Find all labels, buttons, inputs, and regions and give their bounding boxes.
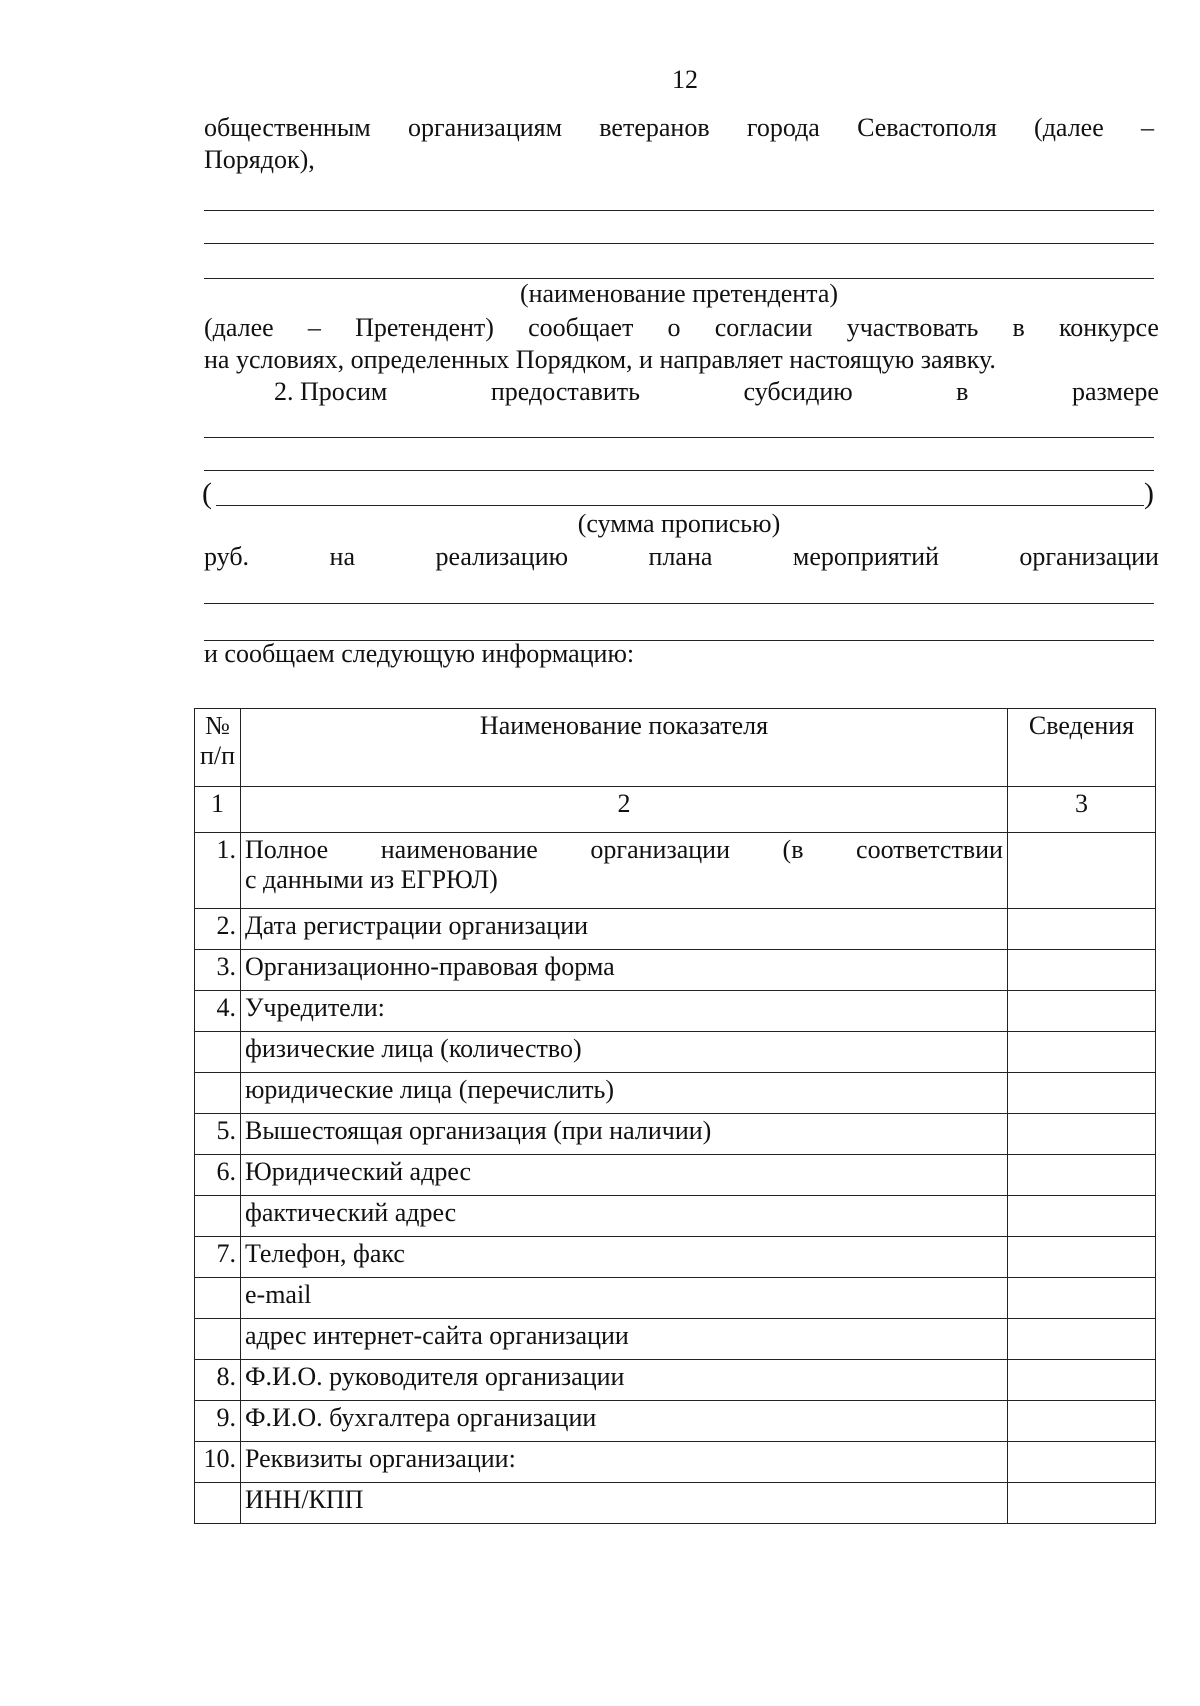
- row-value-cell[interactable]: [1008, 1155, 1156, 1196]
- row-num: [195, 1483, 241, 1524]
- row-num: 8.: [195, 1360, 241, 1401]
- row-label: Организационно-правовая форма: [241, 950, 1008, 991]
- bracket-open: (: [202, 477, 212, 510]
- intro-word: города: [746, 113, 820, 142]
- table-row: [195, 1032, 1156, 1073]
- table-index-row: [195, 787, 1156, 833]
- row-num: [195, 1196, 241, 1237]
- applicant-name-caption: (наименование претендента): [519, 279, 839, 308]
- row-label: юридические лица (перечислить): [241, 1073, 1008, 1114]
- request-word: субсидию: [743, 377, 853, 406]
- row1-label-word: соответствии: [856, 835, 1003, 864]
- row1-label-word: (в: [782, 835, 804, 864]
- row1-label-word: организации: [590, 835, 730, 864]
- row-num: 9.: [195, 1401, 241, 1442]
- page-number: 12: [672, 65, 698, 94]
- row-num: 1.: [195, 833, 241, 909]
- row-num: [195, 1319, 241, 1360]
- consent-line-2: на условиях, определенных Порядком, и направляет настоящую заявку.: [204, 345, 996, 374]
- row-label: Ф.И.О. руководителя организации: [241, 1360, 1008, 1401]
- row-value-cell[interactable]: [1008, 909, 1156, 950]
- row-num: 4.: [195, 991, 241, 1032]
- amount-line-2[interactable]: [204, 470, 1154, 471]
- row1-label-word: Полное: [245, 835, 329, 864]
- consent-line-1: [204, 312, 1159, 344]
- row-value-cell[interactable]: [1008, 1237, 1156, 1278]
- consent-word: участвовать: [846, 313, 979, 342]
- header-name: Наименование показателя: [241, 709, 1008, 787]
- purpose-word: реализацию: [435, 542, 569, 571]
- sum-in-words-caption: (сумма прописью): [577, 509, 781, 538]
- row-label: ИНН/КПП: [241, 1483, 1008, 1524]
- intro-word: (далее: [1034, 113, 1104, 142]
- purpose-line: [204, 541, 1159, 573]
- request-word: 2. Просим: [274, 377, 388, 406]
- purpose-word: руб.: [204, 542, 250, 571]
- table-row: [195, 833, 1156, 909]
- consent-word: Претендент): [355, 313, 494, 342]
- purpose-word: на: [329, 542, 355, 571]
- row-label: Реквизиты организации:: [241, 1442, 1008, 1483]
- row-num: 6.: [195, 1155, 241, 1196]
- row-label: адрес интернет-сайта организации: [241, 1319, 1008, 1360]
- header-value: Сведения: [1008, 709, 1156, 787]
- consent-word: (далее: [204, 313, 274, 342]
- request-word: предоставить: [490, 377, 641, 406]
- table-row: [195, 1442, 1156, 1483]
- info-intro: и сообщаем следующую информацию:: [204, 639, 635, 668]
- consent-word: сообщает: [528, 313, 634, 342]
- consent-word: о: [667, 313, 681, 342]
- row1-label-word: наименование: [380, 835, 538, 864]
- row-value-cell[interactable]: [1008, 1442, 1156, 1483]
- request-word: в: [956, 377, 969, 406]
- row-value-cell[interactable]: [1008, 1401, 1156, 1442]
- row-num: 2.: [195, 909, 241, 950]
- table-row: [195, 1483, 1156, 1524]
- intro-word: организациям: [407, 113, 563, 142]
- row-label: Учредители:: [241, 991, 1008, 1032]
- intro-word: –: [1140, 113, 1154, 142]
- row-num: 7.: [195, 1237, 241, 1278]
- organization-line-1[interactable]: [204, 603, 1154, 604]
- table-row: [195, 1073, 1156, 1114]
- row-label: [241, 833, 1008, 909]
- header-num: № п/п: [195, 709, 241, 787]
- row-value-cell[interactable]: [1008, 1319, 1156, 1360]
- consent-word: конкурсе: [1059, 313, 1159, 342]
- row-num: 10.: [195, 1442, 241, 1483]
- intro-word: общественным: [204, 113, 371, 142]
- amount-in-words-line[interactable]: [216, 505, 1144, 506]
- row-value-cell[interactable]: [1008, 1483, 1156, 1524]
- table-row: [195, 991, 1156, 1032]
- table-row: [195, 1278, 1156, 1319]
- row-value-cell[interactable]: [1008, 950, 1156, 991]
- row1-label-line-2: с данными из ЕГРЮЛ): [245, 865, 498, 894]
- row-label: Вышестоящая организация (при наличии): [241, 1114, 1008, 1155]
- amount-line-1[interactable]: [204, 437, 1154, 438]
- info-table: [194, 708, 1156, 1524]
- intro-line-2: Порядок),: [204, 145, 315, 174]
- row-label: физические лица (количество): [241, 1032, 1008, 1073]
- row-num: 3.: [195, 950, 241, 991]
- table-row: [195, 909, 1156, 950]
- table-row: [195, 1196, 1156, 1237]
- table-row: [195, 1237, 1156, 1278]
- intro-word: Севастополя: [857, 113, 997, 142]
- table-header-row: [195, 709, 1156, 787]
- purpose-word: мероприятий: [792, 542, 939, 571]
- consent-word: согласии: [714, 313, 813, 342]
- intro-word: ветеранов: [599, 113, 710, 142]
- row-value-cell[interactable]: [1008, 1196, 1156, 1237]
- consent-word: –: [307, 313, 321, 342]
- applicant-name-line-1[interactable]: [204, 210, 1154, 211]
- intro-line-1: [204, 112, 1154, 144]
- row-value-cell[interactable]: [1008, 1114, 1156, 1155]
- row-label: Юридический адрес: [241, 1155, 1008, 1196]
- row-value-cell[interactable]: [1008, 833, 1156, 909]
- index-col-1: 1: [195, 787, 241, 833]
- purpose-word: плана: [648, 542, 713, 571]
- table-row: [195, 950, 1156, 991]
- request-word: размере: [1071, 377, 1159, 406]
- row-label: Телефон, факс: [241, 1237, 1008, 1278]
- table-row: [195, 1155, 1156, 1196]
- request-line: [274, 376, 1159, 408]
- index-col-2: 2: [241, 787, 1008, 833]
- bracket-close: ): [1144, 477, 1154, 510]
- row-label: Дата регистрации организации: [241, 909, 1008, 950]
- row1-label-line-1: [245, 835, 1003, 865]
- purpose-word: организации: [1019, 542, 1159, 571]
- table-row: [195, 1360, 1156, 1401]
- table-row: [195, 1319, 1156, 1360]
- table-row: [195, 1401, 1156, 1442]
- index-col-3: 3: [1008, 787, 1156, 833]
- row-value-cell[interactable]: [1008, 991, 1156, 1032]
- row-num: [195, 1073, 241, 1114]
- applicant-name-line-2[interactable]: [204, 243, 1154, 244]
- table-row: [195, 1114, 1156, 1155]
- row-label: фактический адрес: [241, 1196, 1008, 1237]
- row-num: [195, 1278, 241, 1319]
- row-value-cell[interactable]: [1008, 1278, 1156, 1319]
- row-value-cell[interactable]: [1008, 1032, 1156, 1073]
- consent-word: в: [1012, 313, 1025, 342]
- row-value-cell[interactable]: [1008, 1073, 1156, 1114]
- row-label: Ф.И.О. бухгалтера организации: [241, 1401, 1008, 1442]
- row-value-cell[interactable]: [1008, 1360, 1156, 1401]
- row-num: 5.: [195, 1114, 241, 1155]
- row-label: e-mail: [241, 1278, 1008, 1319]
- row-num: [195, 1032, 241, 1073]
